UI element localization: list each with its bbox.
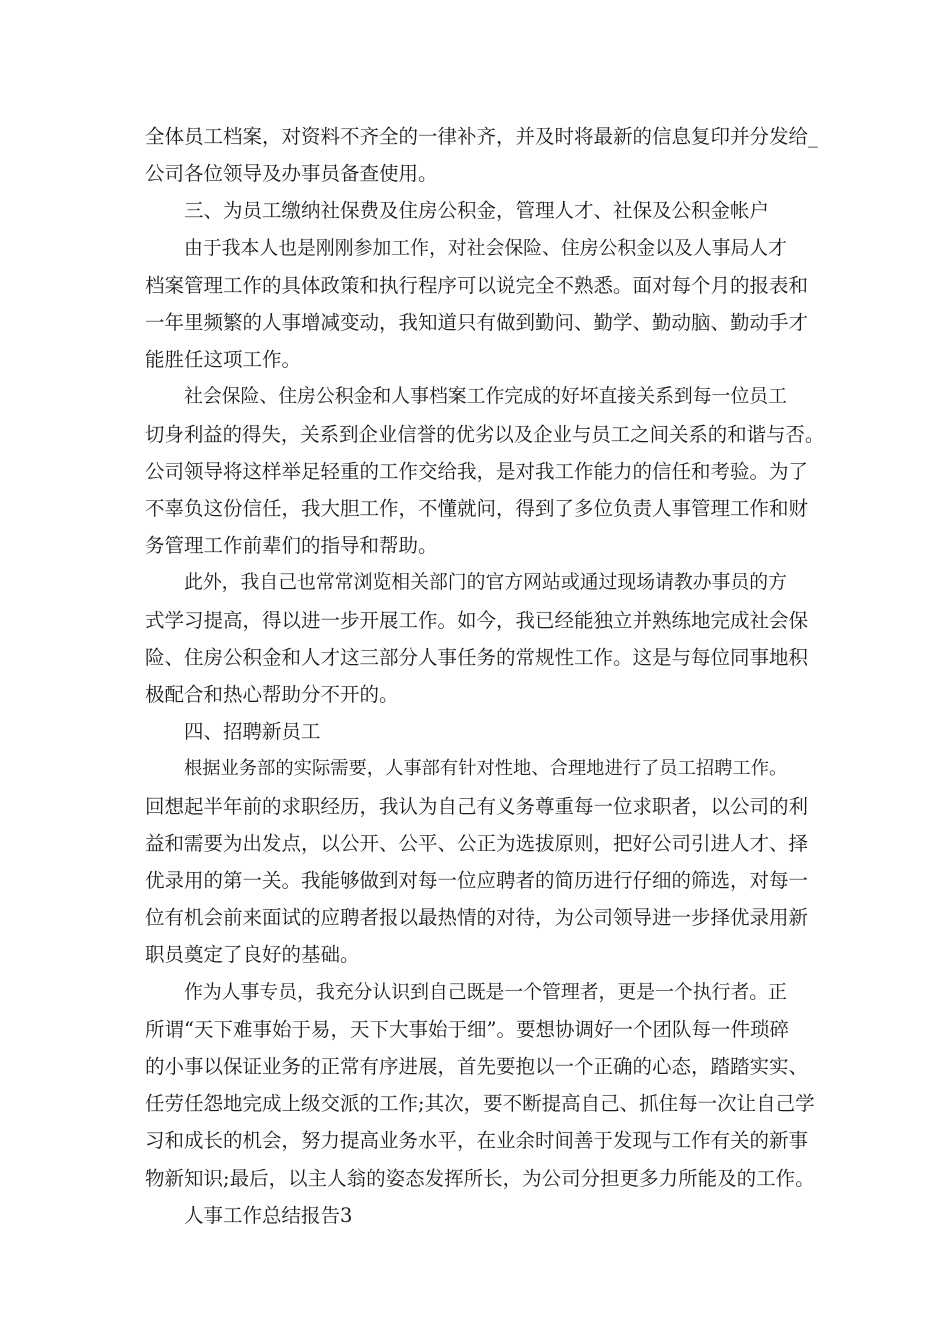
text-line: 险、住房公积金和人才这三部分人事任务的常规性工作。这是与每位同事地积 xyxy=(145,645,809,669)
text-line: 极配合和热心帮助分不开的。 xyxy=(145,683,399,707)
text-line: 所谓“天下难事始于易，天下大事始于细”。要想协调好一个团队每一件琐碎 xyxy=(145,1017,789,1041)
text-line: 益和需要为出发点，以公开、公平、公正为选拔原则，把好公司引进人才、择 xyxy=(145,831,809,855)
text-line: 此外，我自己也常常浏览相关部门的官方网站或通过现场请教办事员的方 xyxy=(184,572,787,594)
text-line: 公司领导将这样举足轻重的工作交给我，是对我工作能力的信任和考验。为了 xyxy=(145,459,809,483)
text-line: 位有机会前来面试的应聘者报以最热情的对待，为公司领导进一步择优录用新 xyxy=(145,906,809,930)
text-line: 式学习提高，得以进一步开展工作。如今，我已经能独立并熟练地完成社会保 xyxy=(145,608,809,632)
text-line: 回想起半年前的求职经历，我认为自己有义务尊重每一位求职者，以公司的利 xyxy=(145,794,809,818)
text-line: 不辜负这份信任，我大胆工作，不懂就问，得到了多位负责人事管理工作和财 xyxy=(145,497,809,521)
text-line: 作为人事专员，我充分认识到自己既是一个管理者，更是一个执行者。正 xyxy=(184,981,787,1003)
text-line: 任劳任怨地完成上级交派的工作;其次，要不断提高自己、抓住每一次让自己学 xyxy=(145,1092,815,1116)
text-line: 的小事以保证业务的正常有序进展，首先要抱以一个正确的心态，踏踏实实、 xyxy=(145,1055,809,1079)
text-line: 物新知识;最后，以主人翁的姿态发挥所长，为公司分担更多力所能及的工作。 xyxy=(145,1166,815,1190)
text-line: 公司各位领导及办事员备查使用。 xyxy=(145,162,438,186)
text-line: 务管理工作前辈们的指导和帮助。 xyxy=(145,534,438,558)
text-line: 人事工作总结报告3 xyxy=(184,1203,353,1227)
text-line: 全体员工档案，对资料不齐全的一律补齐，并及时将最新的信息复印并分发给_ xyxy=(145,125,818,148)
text-line: 职员奠定了良好的基础。 xyxy=(145,943,360,967)
text-line: 由于我本人也是刚刚参加工作，对社会保险、住房公积金以及人事局人才 xyxy=(184,237,787,259)
text-line: 优录用的第一关。我能够做到对每一位应聘者的简历进行仔细的筛选，对每一 xyxy=(145,869,809,893)
text-line: 根据业务部的实际需要，人事部有针对性地、合理地进行了员工招聘工作。 xyxy=(184,758,788,780)
text-line: 切身利益的得失，关系到企业信誉的优劣以及企业与员工之间关系的和谐与否。 xyxy=(145,422,825,446)
text-line: 四、招聘新员工 xyxy=(184,720,321,744)
text-line: 社会保险、住房公积金和人事档案工作完成的好坏直接关系到每一位员工 xyxy=(184,386,787,408)
document-body xyxy=(145,118,825,1234)
text-line: 习和成长的机会，努力提高业务水平，在业余时间善于发现与工作有关的新事 xyxy=(145,1129,809,1153)
text-line: 档案管理工作的具体政策和执行程序可以说完全不熟悉。面对每个月的报表和 xyxy=(145,273,809,297)
text-line: 能胜任这项工作。 xyxy=(145,348,302,372)
text-line: 三、为员工缴纳社保费及住房公积金，管理人才、社保及公积金帐户 xyxy=(184,199,770,223)
text-line: 一年里频繁的人事增减变动，我知道只有做到勤问、勤学、勤动脑、勤动手才 xyxy=(145,311,809,335)
